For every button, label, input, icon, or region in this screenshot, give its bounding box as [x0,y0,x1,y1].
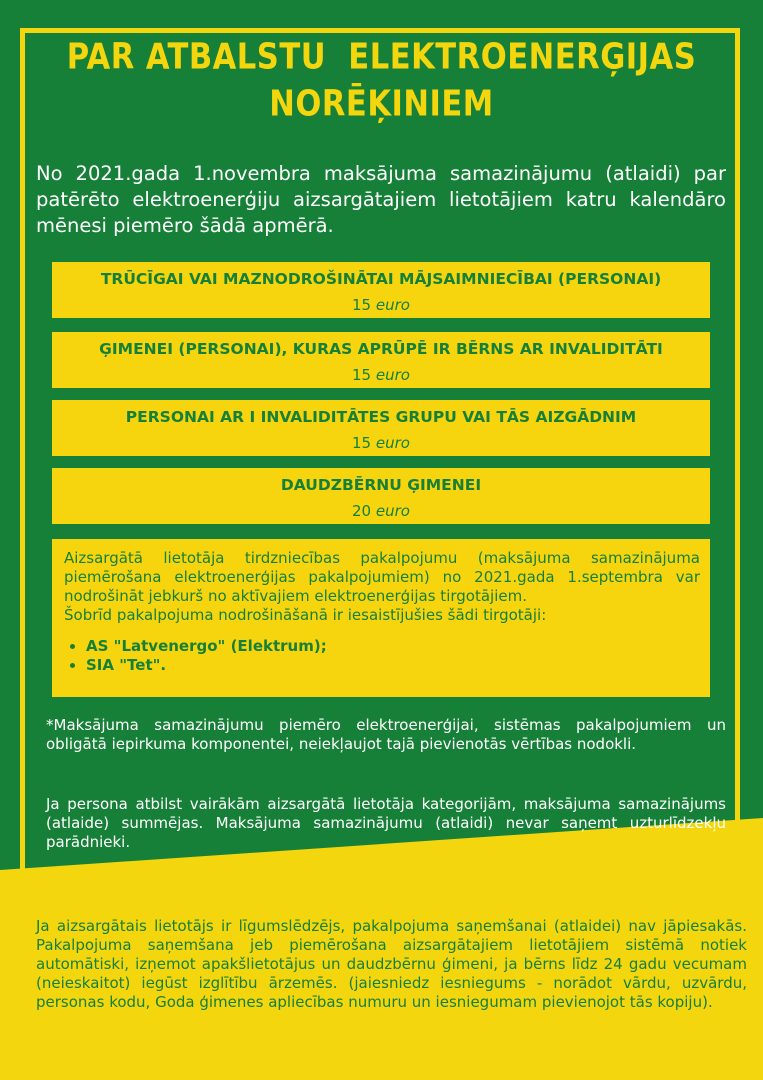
traders-info-box [52,539,710,697]
benefit-amount: 15 euro [352,366,410,384]
footnote-multiple-categories: Ja persona atbilst vairākām aizsargātā lietotāja kategorijām, maksājuma samazinājums (atlaide) summējas. Maksājuma samazinājumu (atlaidi) nevar saņemt uzturlīdzekļu parādnieki. [46,795,726,851]
info-text-2: Šobrīd pakalpojuma nodrošināšanā ir iesaistījušies šādi tirgotāji: [64,606,547,624]
title-line-2: NORĒĶINIEM [269,83,494,126]
benefit-amount: 15 euro [352,434,410,452]
intro-paragraph: No 2021.gada 1.novembra maksājuma samazinājumu (atlaidi) par patērēto elektroenerģiju aizsargātajiem lietotājiem katru kalendāro mēnesi piemēro šādā apmērā. [36,162,726,237]
trader-item: • SIA "Tet". [86,656,700,675]
traders-list [64,637,700,675]
benefit-amount: 15 euro [352,296,410,314]
yellow-frame [20,28,740,903]
page-title [0,34,763,129]
benefit-heading: DAUDZBĒRNU ĢIMENEI [280,476,482,494]
benefit-heading: TRŪCĪGAI VAI MAZNODROŠINĀTAI MĀJSAIMNIECĪBAI (PERSONAI) [100,270,662,288]
trader-item: • AS "Latvenergo" (Elektrum); [86,637,700,656]
benefit-box-large-family [52,468,710,524]
benefit-box-disability-group-1 [52,400,710,456]
benefit-heading: ĢIMENEI (PERSONAI), KURAS APRŪPĒ IR BĒRNS AR INVALIDITĀTI [99,340,663,358]
benefit-box-low-income [52,262,710,318]
title-line-1: PAR ATBALSTU ELEKTROENERĢIJAS [66,35,697,78]
bottom-paragraph: Ja aizsargātais lietotājs ir līgumslēdzējs, pakalpojuma saņemšanai (atlaidei) nav jāpiesakās. Pakalpojuma saņemšana jeb piemērošana aizsargātajiem lietotājiem sistēmā notiek automātiski, izņemot apakšlietotājus un daudzbērnu ģimeni, ja bērns līdz 24 gadu vecumam (neieskaitot) iegūst izglītību ārzemēs. (jaiesniedz iesniegums - norādot vārdu, uzvārdu, personas kodu, Goda ģimenes apliecības numuru un iesniegumam pievienojot tās kopiju). [36,917,747,1011]
benefit-heading: PERSONAI AR I INVALIDITĀTES GRUPU VAI TĀS AIZGĀDNIM [125,408,637,426]
benefit-amount: 20 euro [352,502,410,520]
benefit-box-disabled-child [52,332,710,388]
info-text: Aizsargātā lietotāja tirdzniecības pakalpojumu (maksājuma samazinājuma piemērošana elektroenerģijas pakalpojumiem) no 2021.gada 1.septembra var nodrošināt jebkurš no aktīvajiem elektroenerģijas tirgotājiem. [64,549,700,605]
footnote-vat: *Maksājuma samazinājumu piemēro elektroenerģijai, sistēmas pakalpojumiem un obligātā iepirkuma komponentei, neiekļaujot tajā pievienotās vērtības nodokli. [46,716,726,753]
